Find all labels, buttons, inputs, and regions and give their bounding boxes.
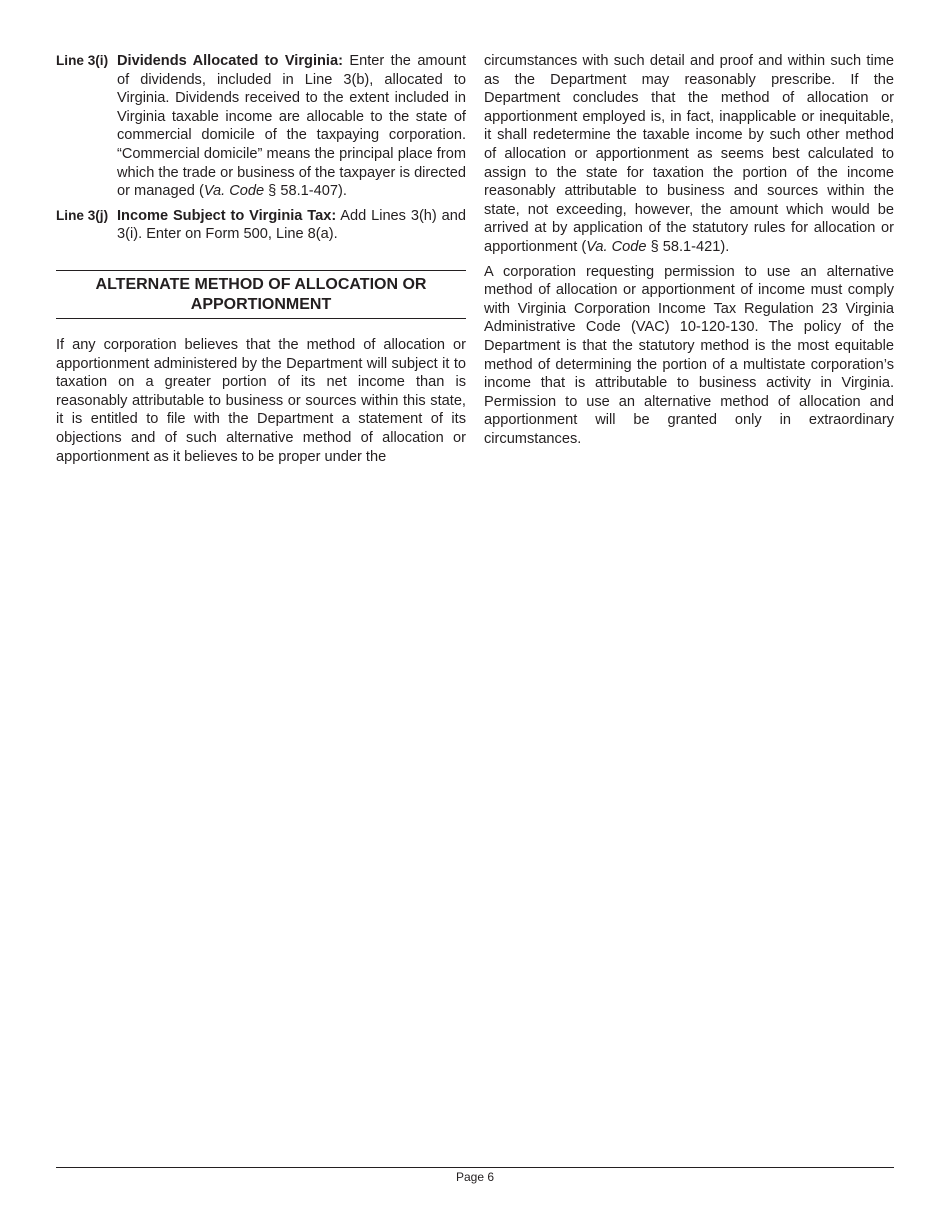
alternate-method-paragraph-start: If any corporation believes that the method of allocation or apportionment administered by the Department will subject it to taxation on a greater portion of its net income than is reasonably attributable to business or sources within this state, it is entitled to file with the Department a statement of its objections and of such alternative method of allocation or apportionment as it believes to be proper under the [56,336,466,465]
line-3i-instruction [56,52,466,201]
line-3j-label: Line 3(j) [56,207,109,223]
footer-divider [56,1167,894,1168]
paragraph-cite-rest: § 58.1-421). [646,238,730,255]
line-3j-body [117,207,466,244]
line-3i-cite-rest: § 58.1-407). [264,183,347,200]
permission-paragraph: A corporation requesting permission to use an alternative method of allocation or apportionment of income must comply with Virginia Corporation Income Tax Regulation 23 Virginia Administrative Code (VAC) 10-120-130. The policy of the Department is that the statutory method is the most equitable method of determining the portion of a multistate corporation’s income that is attributable to business activity in Virginia. Permission to use an alternative method of allocation and apportionment will be granted only in extraordinary circumstances. [484,263,894,447]
section-heading: ALTERNATE METHOD OF ALLOCATION OR APPORTIONMENT [56,270,466,319]
line-3j-text: Add Lines 3(h) and 3(i). Enter on Form 500, Line 8(a). [117,207,466,243]
line-3i-title: Dividends Allocated to Virginia: [117,53,343,69]
right-column [484,52,894,454]
line-3j-title: Income Subject to Virginia Tax: [117,207,337,224]
paragraph-continued-text: circumstances with such detail and proof and within such time as the Department may reasonably prescribe. If the Department concludes that the method of allocation or apportionment employed is, in fact, inapplicable or inequitable, it shall redetermine the taxable income by such other method of allocation or apportionment as seems best calculated to assign to the state for taxation the portion of the income reasonably attributable to business and sources within the state, not exceeding, however, the amount which would be arrived at by application of the statutory rules for allocation or apportionment ( [484,53,894,255]
line-3i-text: Enter the amount of dividends, included in Line 3(b), allocated to Virginia. Dividends received to the extent included in Virginia taxable income are allocable to the state of commercial domicile of the taxpaying corporation. “Commercial domicile” means the principal place from which the trade or business of the taxpayer is directed or managed ( [117,53,466,200]
left-column [56,52,466,472]
paragraph-cite-italic: Va. Code [586,238,647,255]
alternate-method-paragraph-continued [484,52,894,257]
line-3j-instruction [56,207,466,244]
line-3i-cite-italic: Va. Code [203,183,265,200]
line-3i-body [117,52,466,201]
line-3i-label: Line 3(i) [56,53,109,68]
page-number: Page 6 [455,1170,495,1184]
